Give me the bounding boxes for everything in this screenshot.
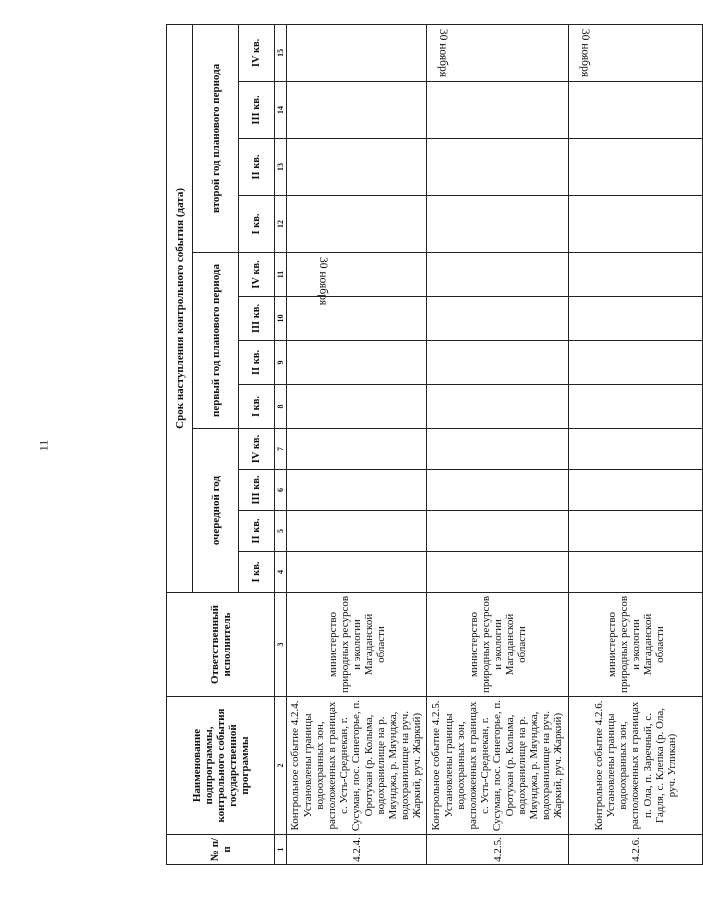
date-cell xyxy=(569,552,703,593)
header-year-current: очередной год xyxy=(193,429,239,593)
quarter-header: III кв. xyxy=(239,82,275,139)
column-index: 9 xyxy=(275,341,287,385)
date-value: 30 ноября xyxy=(437,28,449,78)
event-description: Контрольное событие 4.2.5. Установлены границы водоохранных зон, расположенных в границах с. Усть-Среднекан, г. Сусуман, пос. Синегорье, п. Оротукан (р. Колыма, водохранилище на р. Мяунджа, р. Мяунджа, водохранилище на руч. Жаркий, руч. Жаркий) xyxy=(427,697,569,835)
column-index: 3 xyxy=(275,593,287,697)
header-year-second-plan: второй год планового периода xyxy=(193,24,239,252)
date-cell xyxy=(427,196,569,253)
header-year-first-plan: первый год планового периода xyxy=(193,253,239,429)
column-index: 1 xyxy=(275,835,287,865)
table-row xyxy=(569,24,703,864)
page-number: 11 xyxy=(36,439,51,452)
column-index: 6 xyxy=(275,470,287,511)
quarter-header: III кв. xyxy=(239,297,275,341)
header-name: Наименование подпрограммы, контрольного события государственной программы xyxy=(167,697,275,835)
column-index: 4 xyxy=(275,552,287,593)
date-cell xyxy=(427,385,569,429)
date-cell xyxy=(287,429,427,470)
date-cell-q11 xyxy=(569,253,703,297)
column-index: 12 xyxy=(275,196,287,253)
header-num: № п/п xyxy=(167,835,275,865)
date-cell xyxy=(569,139,703,196)
header-responsible: Ответственный исполнитель xyxy=(167,593,275,697)
column-index: 7 xyxy=(275,429,287,470)
quarter-header: IV кв. xyxy=(239,24,275,81)
date-cell xyxy=(569,385,703,429)
quarter-header: IV кв. xyxy=(239,253,275,297)
date-cell xyxy=(287,341,427,385)
quarter-header: II кв. xyxy=(239,511,275,552)
date-cell xyxy=(287,385,427,429)
date-cell xyxy=(569,196,703,253)
date-cell-q15 xyxy=(427,24,569,81)
date-cell xyxy=(287,82,427,139)
quarter-header: III кв. xyxy=(239,470,275,511)
column-index: 15 xyxy=(275,24,287,81)
responsible-executor: министерство природных ресурсов и экологии Магаданской области xyxy=(569,593,703,697)
column-index: 14 xyxy=(275,82,287,139)
event-description: Контрольное событие 4.2.6. Установлены границы водоохранных зон, расположенных в границах п. Ола, п. Заречный, с. Гадля, с. Клепка (р. Ола, руч. Угликан) xyxy=(569,697,703,835)
quarter-header: I кв. xyxy=(239,196,275,253)
date-cell-q11 xyxy=(287,253,427,306)
date-cell xyxy=(569,511,703,552)
column-index: 5 xyxy=(275,511,287,552)
table-row xyxy=(287,24,427,864)
rotated-table-page xyxy=(166,25,702,865)
date-cell xyxy=(427,82,569,139)
date-value: 30 ноября xyxy=(317,257,329,306)
date-cell xyxy=(427,341,569,385)
date-cell xyxy=(569,429,703,470)
date-cell xyxy=(287,297,427,341)
date-cell xyxy=(569,470,703,511)
date-cell xyxy=(569,82,703,139)
header-term: Срок наступления контрольного события (дата) xyxy=(167,24,193,592)
quarter-header: I кв. xyxy=(239,552,275,593)
date-cell-q15 xyxy=(569,24,703,81)
date-cell xyxy=(427,139,569,196)
event-description: Контрольное событие 4.2.4. Установлены границы водоохранных зон, расположенных в границах с. Усть-Среднекан, г. Сусуман, пос. Синегорье, п. Оротукан (р. Колыма, водохранилище на р. Мяунджа, р. Мяунджа, водохранилище на руч. Жаркий, руч. Жаркий) xyxy=(287,697,427,835)
date-cell xyxy=(287,470,427,511)
date-cell-q11 xyxy=(427,253,569,297)
responsible-executor: министерство природных ресурсов и экологии Магаданской области xyxy=(427,593,569,697)
column-index: 11 xyxy=(275,253,287,297)
date-cell xyxy=(569,341,703,385)
control-events-table xyxy=(166,24,703,865)
column-index: 13 xyxy=(275,139,287,196)
date-cell xyxy=(287,511,427,552)
column-index: 2 xyxy=(275,697,287,835)
date-cell-q15 xyxy=(287,24,427,81)
date-cell xyxy=(287,196,427,253)
date-cell xyxy=(287,552,427,593)
date-cell xyxy=(427,429,569,470)
date-cell xyxy=(427,552,569,593)
date-cell xyxy=(427,511,569,552)
date-cell xyxy=(427,470,569,511)
date-value: 30 ноября xyxy=(579,28,591,78)
quarter-header: II кв. xyxy=(239,139,275,196)
date-cell xyxy=(569,297,703,341)
quarter-header: IV кв. xyxy=(239,429,275,470)
column-index: 10 xyxy=(275,297,287,341)
date-cell xyxy=(287,139,427,196)
row-number: 4.2.4. xyxy=(287,835,427,865)
quarter-header: II кв. xyxy=(239,341,275,385)
responsible-executor: министерство природных ресурсов и экологии Магаданской области xyxy=(287,593,427,697)
row-number: 4.2.6. xyxy=(569,835,703,865)
row-number: 4.2.5. xyxy=(427,835,569,865)
table-row xyxy=(427,24,569,864)
column-index: 8 xyxy=(275,385,287,429)
quarter-header: I кв. xyxy=(239,385,275,429)
date-cell xyxy=(427,297,569,341)
